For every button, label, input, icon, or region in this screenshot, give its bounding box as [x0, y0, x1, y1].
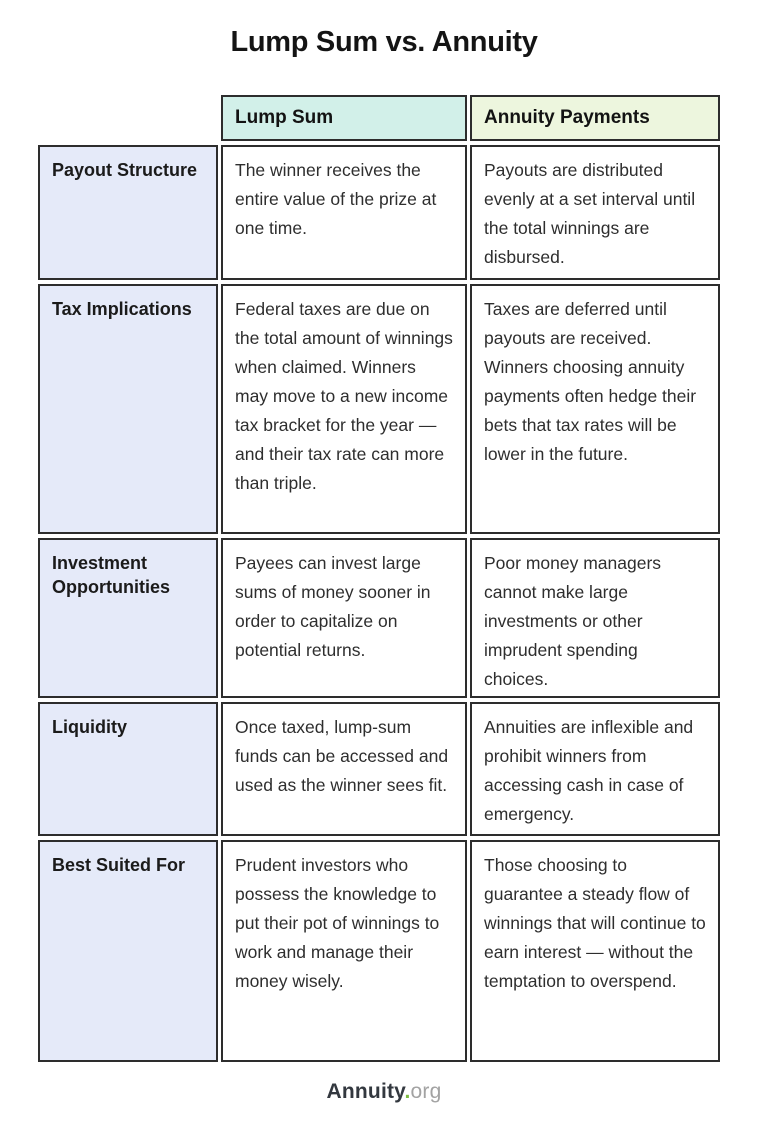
wordmark-org-text: org	[410, 1080, 442, 1103]
cell-best-suited-for-annuity: Those choosing to guarantee a steady flow of winnings that will continue to earn interest — without the temptation to overspend.	[470, 840, 720, 1062]
row-label-investment-opportunities: Investment Opportunities	[38, 538, 218, 698]
wordmark-annuity-text: Annuity	[326, 1080, 405, 1103]
row-label-tax-implications: Tax Implications	[38, 284, 218, 534]
cell-investment-opportunities-annuity: Poor money managers cannot make large investments or other imprudent spending choices.	[470, 538, 720, 698]
row-label-liquidity: Liquidity	[38, 702, 218, 836]
page-title: Lump Sum vs. Annuity	[230, 26, 538, 58]
column-header-lump-sum: Lump Sum	[221, 95, 467, 141]
header-corner-spacer	[38, 95, 218, 141]
cell-tax-implications-annuity: Taxes are deferred until payouts are received. Winners choosing annuity payments often hedge their bets that tax rates will be lower in the future.	[470, 284, 720, 534]
cell-liquidity-annuity: Annuities are inflexible and prohibit winners from accessing cash in case of emergency.	[470, 702, 720, 836]
wordmark-green-dot: .	[404, 1080, 411, 1103]
comparison-table	[38, 95, 720, 1062]
row-label-best-suited-for: Best Suited For	[38, 840, 218, 1062]
cell-investment-opportunities-lump-sum: Payees can invest large sums of money sooner in order to capitalize on potential returns.	[221, 538, 467, 698]
cell-payout-structure-lump-sum: The winner receives the entire value of the prize at one time.	[221, 145, 467, 280]
cell-liquidity-lump-sum: Once taxed, lump-sum funds can be accessed and used as the winner sees fit.	[221, 702, 467, 836]
cell-tax-implications-lump-sum: Federal taxes are due on the total amount of winnings when claimed. Winners may move to a new income tax bracket for the year — and their tax rate can more than triple.	[221, 284, 467, 534]
column-header-annuity-payments: Annuity Payments	[470, 95, 720, 141]
row-label-payout-structure: Payout Structure	[38, 145, 218, 280]
annuity-org-wordmark	[0, 1080, 768, 1104]
cell-payout-structure-annuity: Payouts are distributed evenly at a set interval until the total winnings are disbursed.	[470, 145, 720, 280]
cell-best-suited-for-lump-sum: Prudent investors who possess the knowledge to put their pot of winnings to work and manage their money wisely.	[221, 840, 467, 1062]
